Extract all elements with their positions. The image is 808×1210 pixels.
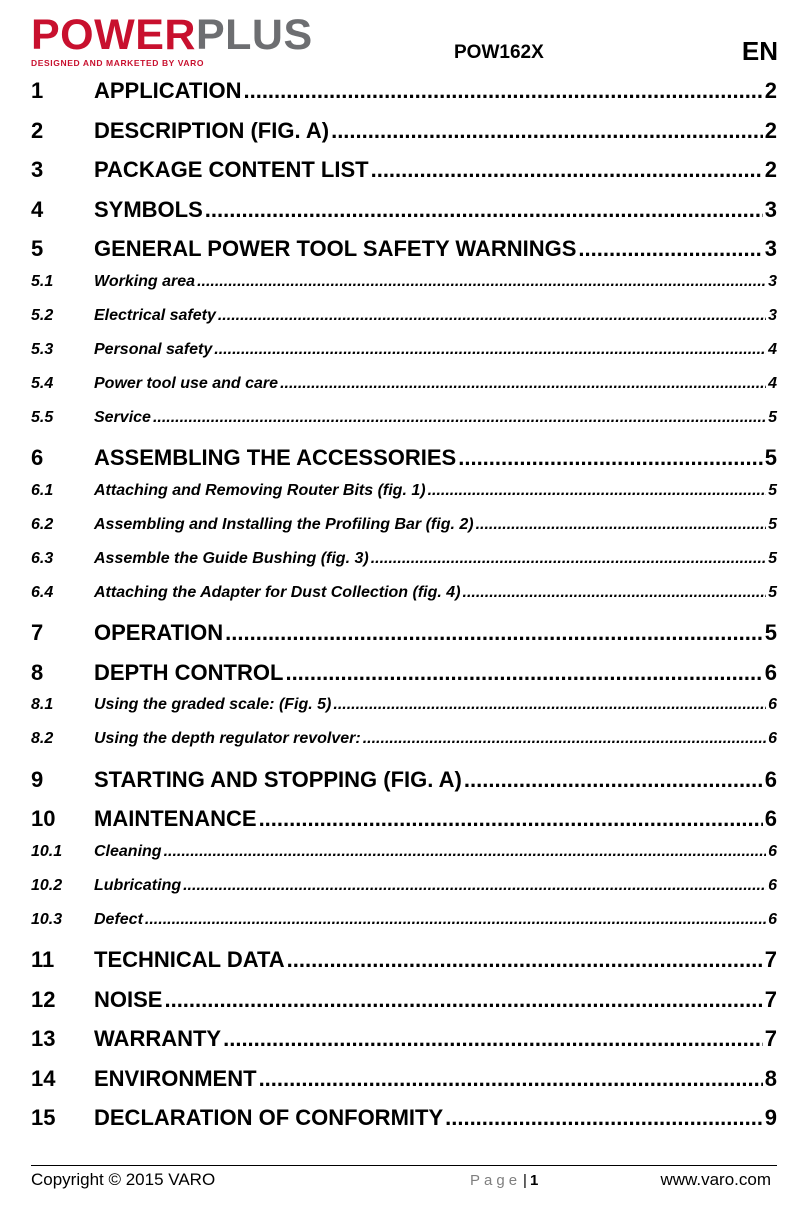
- toc-entry-page: 6: [768, 842, 777, 860]
- toc-entry-title: Service: [94, 408, 151, 426]
- toc-entry-number: 12: [31, 986, 56, 1012]
- toc-dot-leader: [183, 875, 766, 897]
- toc-dot-leader: [371, 548, 766, 570]
- toc-entry[interactable]: [31, 841, 777, 863]
- toc-entry-title: Assembling and Installing the Profiling Bar (fig. 2): [94, 515, 474, 533]
- toc-entry-number: 5.5: [31, 408, 54, 426]
- toc-entry[interactable]: [31, 804, 777, 834]
- toc-dot-leader: [280, 373, 766, 395]
- footer-copyright: Copyright © 2015 VARO: [31, 1170, 216, 1189]
- toc-entry-title: Defect: [94, 910, 143, 928]
- toc-entry-number: 8.2: [31, 730, 54, 747]
- toc-entry-number: 6: [31, 445, 44, 470]
- toc-entry-page: 4: [768, 374, 777, 392]
- logo-power-text: POWER: [31, 11, 196, 59]
- toc-entry[interactable]: [31, 909, 777, 931]
- toc-entry-title: Lubricating: [94, 876, 182, 894]
- toc-entry-number: 6.3: [31, 549, 54, 567]
- toc-dot-leader: [218, 305, 766, 327]
- powerplus-logo: [31, 11, 327, 68]
- toc-dot-leader: [363, 728, 766, 750]
- toc-dot-leader: [445, 1103, 763, 1133]
- toc-entry[interactable]: [31, 407, 777, 429]
- toc-entry-number: 10: [31, 806, 56, 831]
- toc-entry-number: 6.4: [31, 583, 54, 601]
- toc-entry-title: NOISE: [94, 986, 163, 1012]
- toc-dot-leader: [225, 618, 763, 648]
- toc-entry[interactable]: [31, 945, 777, 975]
- toc-dot-leader: [259, 804, 763, 834]
- toc-dot-leader: [476, 514, 767, 536]
- toc-entry-title: MAINTENANCE: [94, 806, 257, 831]
- logo-tagline: DESIGNED AND MARKETED BY VARO: [31, 58, 205, 68]
- toc-entry-page: 6: [768, 910, 777, 928]
- toc-entry-page: 4: [768, 340, 777, 358]
- toc-dot-leader: [197, 271, 766, 293]
- page-header: [0, 0, 808, 80]
- toc-entry[interactable]: [31, 1103, 777, 1133]
- toc-entry-number: 8.1: [31, 696, 54, 713]
- toc-entry-number: 1: [31, 78, 44, 103]
- toc-dot-leader: [145, 909, 766, 931]
- toc-entry[interactable]: [31, 76, 777, 106]
- toc-entry-title: DECLARATION OF CONFORMITY: [94, 1105, 444, 1130]
- toc-entry-title: Cleaning: [94, 842, 162, 860]
- logo-wordmark: [31, 11, 327, 59]
- toc-entry-title: Personal safety: [94, 340, 213, 358]
- toc-entry-number: 13: [31, 1026, 56, 1051]
- toc-dot-leader: [214, 339, 766, 361]
- toc-entry[interactable]: [31, 155, 777, 185]
- footer-page-separator: |: [523, 1172, 527, 1189]
- toc-entry-number: 5.4: [31, 374, 54, 392]
- toc-dot-leader: [333, 694, 766, 716]
- toc-entry-number: 14: [31, 1065, 56, 1091]
- toc-entry-title: ASSEMBLING THE ACCESSORIES: [94, 445, 457, 470]
- toc-dot-leader: [287, 945, 763, 975]
- toc-entry-page: 5: [768, 549, 777, 567]
- footer-page-label: Page: [470, 1172, 522, 1189]
- toc-entry-page: 7: [764, 1026, 777, 1051]
- toc-entry-number: 5.2: [31, 306, 54, 324]
- toc-entry-number: 6.1: [31, 481, 54, 499]
- toc-entry-title: PACKAGE CONTENT LIST: [94, 157, 369, 182]
- toc-entry-title: Attaching and Removing Router Bits (fig. 1): [94, 481, 426, 499]
- toc-entry-page: 5: [764, 620, 777, 645]
- toc-entry-page: 6: [768, 696, 777, 713]
- toc-entry-number: 10.1: [31, 842, 63, 860]
- toc-entry-title: TECHNICAL DATA: [94, 947, 285, 972]
- toc-entry-title: APPLICATION: [94, 78, 242, 103]
- toc-entry-page: 6: [768, 876, 777, 894]
- toc-entry[interactable]: [31, 443, 777, 473]
- toc-entry[interactable]: [31, 548, 777, 570]
- toc-entry-page: 6: [768, 730, 777, 747]
- toc-entry[interactable]: [31, 271, 777, 293]
- toc-entry[interactable]: [31, 582, 777, 604]
- toc-entry[interactable]: [31, 1024, 777, 1054]
- toc-entry-number: 10.2: [31, 876, 63, 894]
- toc-entry-title: Assemble the Guide Bushing (fig. 3): [94, 549, 369, 567]
- toc-dot-leader: [223, 1024, 763, 1054]
- model-number: POW162X: [454, 42, 544, 63]
- toc-entry-number: 11: [31, 947, 55, 972]
- toc-entry[interactable]: [31, 195, 777, 225]
- toc-dot-leader: [285, 658, 762, 688]
- language-code: EN: [741, 36, 778, 66]
- toc-dot-leader: [371, 155, 763, 185]
- toc-entry-number: 10.3: [31, 910, 63, 928]
- toc-dot-leader: [331, 116, 763, 146]
- toc-entry-title: STARTING AND STOPPING (FIG. A): [94, 766, 462, 792]
- toc-dot-leader: [464, 765, 763, 795]
- toc-entry-page: 5: [768, 515, 777, 533]
- toc-dot-leader: [458, 443, 763, 473]
- toc-entry-number: 5.1: [31, 272, 54, 290]
- toc-dot-leader: [153, 407, 766, 429]
- toc-entry-page: 7: [764, 986, 777, 1012]
- footer-page-indicator: [470, 1172, 538, 1189]
- toc-entry-page: 8: [764, 1065, 777, 1091]
- toc-entry-number: 7: [31, 620, 44, 645]
- toc-entry-page: 6: [764, 806, 777, 831]
- toc-entry-title: Using the graded scale: (Fig. 5): [94, 696, 332, 713]
- toc-entry-title: Using the depth regulator revolver:: [94, 730, 361, 747]
- toc-entry[interactable]: [31, 480, 777, 502]
- toc-entry-number: 6.2: [31, 515, 54, 533]
- toc-dot-leader: [463, 582, 767, 604]
- toc-dot-leader: [164, 841, 767, 863]
- toc-entry-page: 9: [764, 1105, 777, 1130]
- toc-entry-title: OPERATION: [94, 620, 224, 645]
- toc-entry-number: 15: [31, 1105, 56, 1130]
- toc-entry-number: 8: [31, 659, 44, 685]
- toc-dot-leader: [428, 480, 767, 502]
- toc-entry-page: 2: [764, 117, 777, 143]
- toc-entry-number: 3: [31, 157, 44, 182]
- toc-entry-number: 9: [31, 766, 44, 792]
- toc-dot-leader: [243, 76, 762, 106]
- toc-entry-number: 5: [31, 236, 44, 261]
- logo-plus-text: PLUS: [195, 11, 313, 59]
- toc-entry-page: 3: [764, 196, 777, 222]
- toc-entry-page: 3: [768, 272, 777, 290]
- toc-entry-title: ENVIRONMENT: [94, 1065, 257, 1091]
- toc-entry[interactable]: [31, 875, 777, 897]
- toc-dot-leader: [259, 1064, 763, 1094]
- toc-entry-title: DESCRIPTION (FIG. A): [94, 117, 330, 143]
- toc-entry[interactable]: [31, 234, 777, 264]
- toc-entry[interactable]: [31, 339, 777, 361]
- toc-entry-number: 4: [31, 196, 44, 222]
- toc-dot-leader: [164, 985, 762, 1015]
- toc-entry[interactable]: [31, 116, 777, 146]
- toc-entry[interactable]: [31, 765, 777, 795]
- toc-entry[interactable]: [31, 1064, 777, 1094]
- toc-dot-leader: [205, 195, 763, 225]
- toc-entry-page: 2: [764, 157, 777, 182]
- toc-entry-title: Power tool use and care: [94, 374, 279, 392]
- toc-dot-leader: [578, 234, 762, 264]
- toc-entry-title: Working area: [94, 272, 196, 290]
- toc-entry[interactable]: [31, 373, 777, 395]
- toc-entry-number: 5.3: [31, 340, 54, 358]
- toc-entry-title: DEPTH CONTROL: [94, 659, 284, 685]
- toc-entry-title: SYMBOLS: [94, 196, 203, 222]
- footer-divider: [31, 1165, 777, 1166]
- toc-entry-page: 2: [764, 78, 777, 103]
- toc-entry-number: 2: [31, 117, 44, 143]
- toc-entry[interactable]: [31, 618, 777, 648]
- toc-entry-page: 6: [764, 659, 777, 685]
- toc-entry-title: Attaching the Adapter for Dust Collection (fig. 4): [94, 583, 461, 601]
- toc-entry-page: 5: [768, 481, 777, 499]
- toc-entry-title: GENERAL POWER TOOL SAFETY WARNINGS: [94, 236, 577, 261]
- toc-entry[interactable]: [31, 694, 777, 716]
- toc-entry[interactable]: [31, 514, 777, 536]
- toc-entry-page: 3: [764, 236, 777, 261]
- toc-entry-title: WARRANTY: [94, 1026, 222, 1051]
- toc-entry[interactable]: [31, 728, 777, 750]
- toc-entry-page: 3: [768, 306, 777, 324]
- toc-entry[interactable]: [31, 985, 777, 1015]
- toc-entry-page: 5: [764, 445, 777, 470]
- toc-entry-page: 6: [764, 766, 777, 792]
- toc-entry[interactable]: [31, 305, 777, 327]
- toc-entry-title: Electrical safety: [94, 306, 216, 324]
- toc-entry-page: 5: [768, 583, 777, 601]
- footer-website: www.varo.com: [660, 1170, 771, 1189]
- toc-entry-page: 5: [768, 408, 777, 426]
- footer-page-number: 1: [529, 1172, 539, 1189]
- toc-entry-page: 7: [764, 947, 777, 972]
- toc-entry[interactable]: [31, 658, 777, 688]
